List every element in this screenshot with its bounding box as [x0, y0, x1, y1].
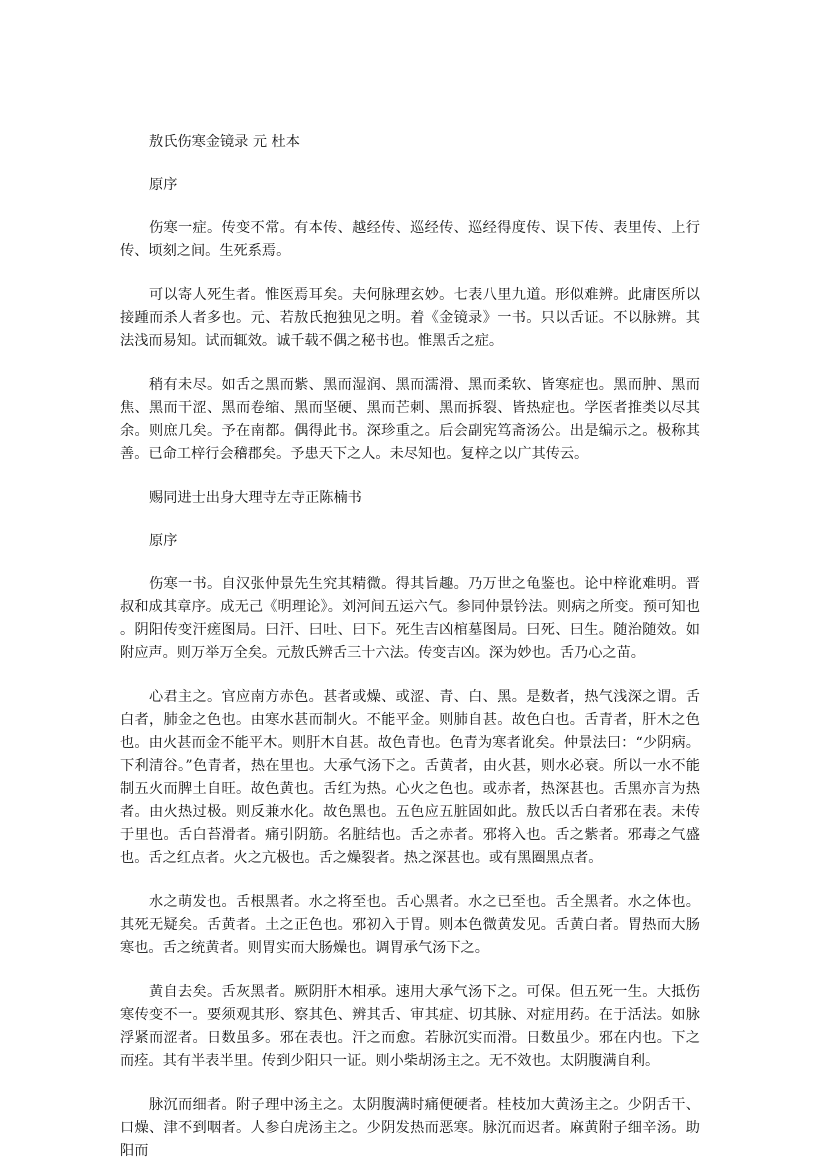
- paragraph: 脉沉而细者。附子理中汤主之。太阴腹满时痛便硬者。桂枝加大黄汤主之。少阴舌干、口燥、津不到咽者。人参白虎汤主之。少阴发热而恶寒。脉沉而迟者。麻黄附子细辛汤。助阳而: [120, 1097, 700, 1159]
- paragraph: 黄自去矣。舌灰黑者。厥阴肝木相承。速用大承气汤下之。可保。但五死一生。大抵伤寒传变不一。要须观其形、察其色、辨其舌、审其症、切其脉、对症用药。在于活法。如脉浮紧而涩者。日数虽多。邪在表也。汗之而愈。若脉沉实而滑。日数虽少。邪在内也。下之而痊。其有半表半里。传到少阳只一证。则小柴胡汤主之。无不效也。太阴腹满自利。: [120, 984, 700, 1069]
- paragraph: 伤寒一书。自汉张仲景先生究其精微。得其旨趣。乃万世之龟鉴也。论中梓讹难明。晋叔和成其章序。成无己《明理论》。刘河间五运六气。参同仲景钤法。则病之所变。预可知也。阴阳传变汗瘥图局。曰汗、曰吐、曰下。死生吉凶棺墓图局。曰死、曰生。随治随效。如附应声。则万举万全矣。元敖氏辨舌三十六法。传变吉凶。深为妙也。舌乃心之苗。: [120, 576, 700, 661]
- paragraph: 可以寄人死生者。惟医焉耳矣。夫何脉理玄妙。七表八里九道。形似难辨。此庸医所以接踵而杀人者多也。元、若敖氏抱独见之明。着《金镜录》一书。只以舌证。不以脉辨。其法浅而易知。试而辄效。诚千载不偶之秘书也。惟黑舌之症。: [120, 287, 700, 349]
- preface-2-heading: 原序: [149, 533, 178, 549]
- preface-1-heading: 原序: [149, 177, 178, 193]
- paragraph: 水之萌发也。舌根黑者。水之将至也。舌心黑者。水之已至也。舌全黑者。水之体也。其死无疑矣。舌黄者。土之正色也。邪初入于胃。则本色微黄发见。舌黄白者。胃热而大肠寒也。舌之统黄者。则胃实而大肠燥也。调胃承气汤下之。: [120, 894, 700, 956]
- paragraph: 心君主之。官应南方赤色。甚者或燥、或涩、青、白、黑。是数者，热气浅深之谓。舌白者，肺金之色也。由寒水甚而制火。不能平金。则肺自甚。故色白也。舌青者，肝木之色也。由火甚而金不能平木。则肝木自甚。故色青也。色青为寒者讹矣。仲景法曰：“少阴病。下利清谷。”色青者，热在里也。大承气汤下之。舌黄者，由火甚，则水必衰。所以一水不能制五火而脾土自旺。故色黄也。舌红为热。心火之色也。或赤者，热深甚也。舌黑亦言为热者。由火热过极。则反兼水化。故色黑也。五色应五脏固如此。敖氏以舌白者邪在表。未传于里也。舌白苔滑者。痛引阴筋。名脏结也。舌之赤者。邪将入也。舌之紫者。邪毒之气盛也。舌之红点者。火之亢极也。舌之燥裂者。热之深甚也。或有黑圈黑点者。: [120, 689, 700, 866]
- paragraph: 伤寒一症。传变不常。有本传、越经传、巡经传、巡经得度传、误下传、表里传、上行传、顷刻之间。生死系焉。: [120, 220, 700, 259]
- paragraph: 稍有未尽。如舌之黑而紫、黑而湿润、黑而濡滑、黑而柔软、皆寒症也。黑而肿、黑而焦、黑而干涩、黑而卷缩、黑而坚硬、黑而芒刺、黑而拆裂、皆热症也。学医者推类以尽其余。则庶几矣。予在南都。偶得此书。深珍重之。后会副宪笃斋汤公。出是编示之。极称其善。已命工梓行会稽郡矣。予患天下之人。未尽知也。复梓之以广其传云。: [120, 377, 700, 462]
- signature-line: 赐同进士出身大理寺左寺正陈楠书: [149, 490, 362, 506]
- document-title: 敖氏伤寒金镜录 元 杜本: [149, 134, 300, 150]
- document-page: [120, 131, 700, 1163]
